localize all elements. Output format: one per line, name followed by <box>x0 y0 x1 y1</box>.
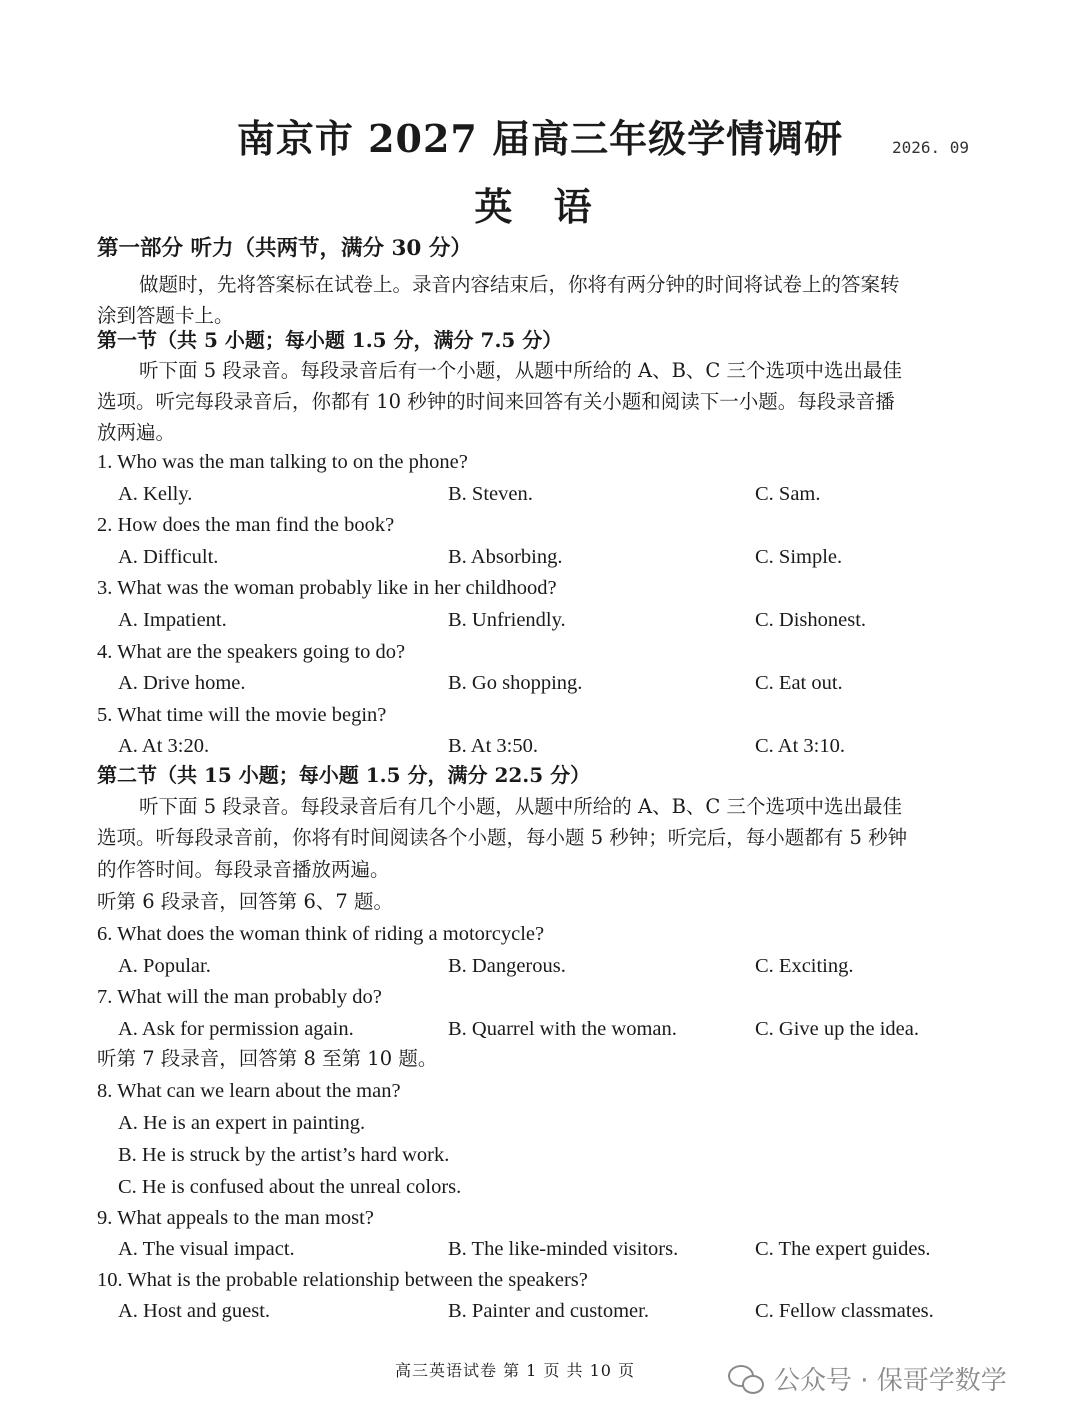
option-1a: A. Kelly. <box>118 483 193 505</box>
option-7c: C. Give up the idea. <box>755 1018 919 1040</box>
option-7a: A. Ask for permission again. <box>118 1018 354 1040</box>
section2-intro-line2: 选项。听每段录音前，你将有时间阅读各个小题，每小题 5 秒钟；听完后，每小题都有 5 秒钟 <box>97 826 908 849</box>
question-10: 10. What is the probable relationship between the speakers? <box>97 1269 588 1291</box>
option-5c: C. At 3:10. <box>755 735 845 757</box>
option-10a: A. Host and guest. <box>118 1300 271 1322</box>
section1-intro-line3: 放两遍。 <box>97 421 176 444</box>
section1-intro-line1: 听下面 5 段录音。每段录音后有一个小题，从题中所给的 A、B、C 三个选项中选出最佳 <box>139 359 903 382</box>
recording-7-instruction: 听第 7 段录音，回答第 8 至第 10 题。 <box>97 1047 438 1070</box>
option-9b: B. The like-minded visitors. <box>448 1238 679 1260</box>
question-1: 1. Who was the man talking to on the phone? <box>97 451 468 473</box>
option-5b: B. At 3:50. <box>448 735 538 757</box>
option-2b: B. Absorbing. <box>448 546 563 568</box>
option-2a: A. Difficult. <box>118 546 219 568</box>
option-6a: A. Popular. <box>118 955 211 977</box>
option-8b: B. He is struck by the artist’s hard work. <box>118 1144 450 1166</box>
option-4a: A. Drive home. <box>118 672 246 694</box>
question-3: 3. What was the woman probably like in her childhood? <box>97 577 557 599</box>
option-6b: B. Dangerous. <box>448 955 566 977</box>
section2-intro-line3: 的作答时间。每段录音播放两遍。 <box>97 858 390 881</box>
section1-heading: 第一节（共 5 小题；每小题 1.5 分，满分 7.5 分） <box>97 328 563 352</box>
watermark <box>728 1360 1007 1396</box>
subject-title: 英 语 <box>474 184 606 229</box>
option-4b: B. Go shopping. <box>448 672 583 694</box>
question-5: 5. What time will the movie begin? <box>97 704 387 726</box>
recording-6-instruction: 听第 6 段录音，回答第 6、7 题。 <box>97 890 394 913</box>
option-3c: C. Dishonest. <box>755 609 867 631</box>
option-10c: C. Fellow classmates. <box>755 1300 934 1322</box>
option-9a: A. The visual impact. <box>118 1238 295 1260</box>
part1-intro-line2: 涂到答题卡上。 <box>97 304 234 327</box>
section2-heading: 第二节（共 15 小题；每小题 1.5 分，满分 22.5 分） <box>97 763 591 787</box>
part1-heading: 第一部分 听力（共两节，满分 30 分） <box>97 236 472 261</box>
watermark-text: 公众号 · 保哥学数学 <box>774 1365 1007 1396</box>
exam-date: 2026. 09 <box>892 138 970 157</box>
question-8: 8. What can we learn about the man? <box>97 1080 401 1102</box>
page-footer: 高三英语试卷 第 1 页 共 10 页 <box>395 1361 636 1380</box>
section2-intro-line1: 听下面 5 段录音。每段录音后有几个小题，从题中所给的 A、B、C 三个选项中选出最佳 <box>139 795 903 818</box>
option-6c: C. Exciting. <box>755 955 854 977</box>
part1-intro-line1: 做题时，先将答案标在试卷上。录音内容结束后，你将有两分钟的时间将试卷上的答案转 <box>139 273 900 296</box>
option-7b: B. Quarrel with the woman. <box>448 1018 677 1040</box>
wechat-icon <box>728 1363 764 1393</box>
option-1b: B. Steven. <box>448 483 533 505</box>
question-4: 4. What are the speakers going to do? <box>97 641 406 663</box>
question-6: 6. What does the woman think of riding a motorcycle? <box>97 923 545 945</box>
option-5a: A. At 3:20. <box>118 735 210 757</box>
option-8c: C. He is confused about the unreal colors. <box>118 1176 462 1198</box>
option-8a: A. He is an expert in painting. <box>118 1112 366 1134</box>
option-1c: C. Sam. <box>755 483 821 505</box>
question-9: 9. What appeals to the man most? <box>97 1207 374 1229</box>
option-3a: A. Impatient. <box>118 609 227 631</box>
option-4c: C. Eat out. <box>755 672 843 694</box>
section1-intro-line2: 选项。听完每段录音后，你都有 10 秒钟的时间来回答有关小题和阅读下一小题。每段录音播 <box>97 390 895 413</box>
option-2c: C. Simple. <box>755 546 843 568</box>
option-9c: C. The expert guides. <box>755 1238 931 1260</box>
option-3b: B. Unfriendly. <box>448 609 566 631</box>
page-title: 南京市 2027 届高三年级学情调研 <box>236 116 844 161</box>
question-2: 2. How does the man find the book? <box>97 514 395 536</box>
option-10b: B. Painter and customer. <box>448 1300 649 1322</box>
question-7: 7. What will the man probably do? <box>97 986 382 1008</box>
